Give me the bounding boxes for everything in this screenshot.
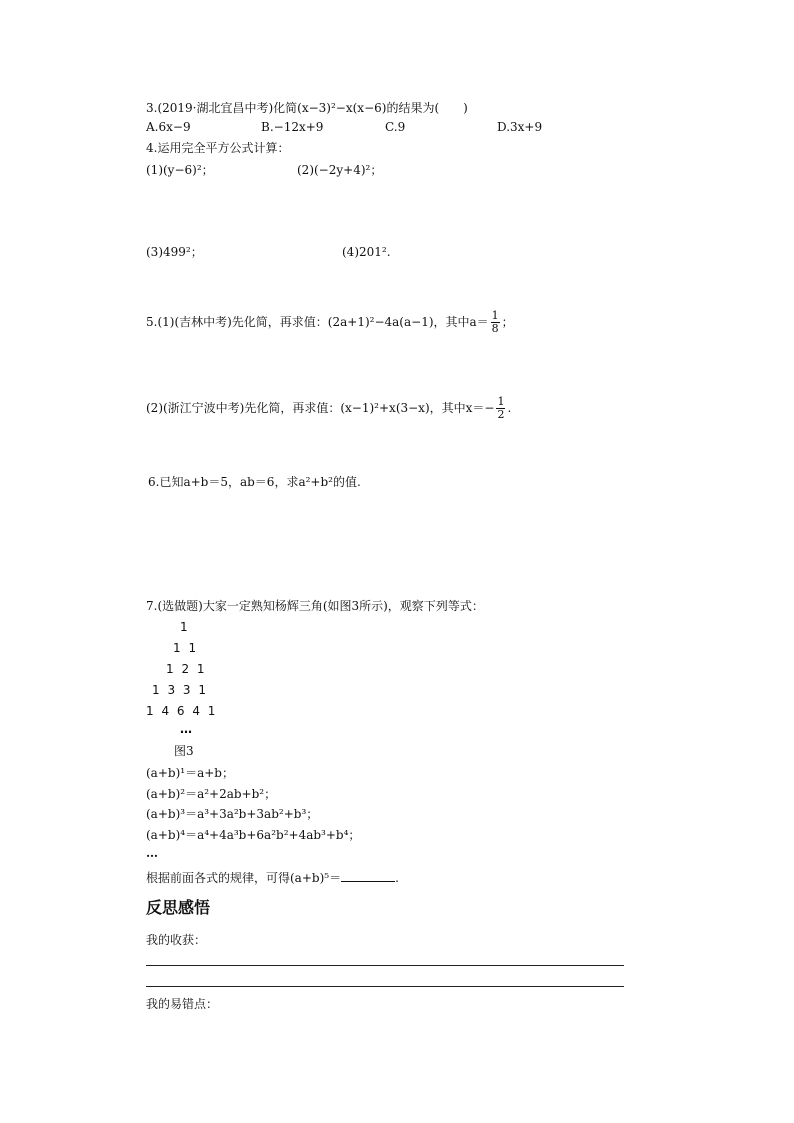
q7-equation-1: (a+b)¹＝a+b； <box>146 766 234 780</box>
gains-writing-line-2 <box>146 986 624 987</box>
q7-equation-dots: … <box>146 846 158 860</box>
reflection-heading: 反思感悟 <box>146 898 211 917</box>
q3-stem: 3.(2019·湖北宜昌中考)化简(x−3)²−x(x−6)的结果为( ) <box>146 101 468 115</box>
q5-part-1-text: 5.(1)(吉林中考)先化简，再求值：(2a+1)²−4a(a−1)，其中a＝ <box>146 315 489 329</box>
q4-stem: 4.运用完全平方公式计算： <box>146 141 290 155</box>
q3-option-c: C.9 <box>385 120 406 134</box>
q5-part-2-fraction <box>496 396 505 421</box>
q5-part-1-end: ； <box>501 315 514 329</box>
q3-option-b: B.−12x+9 <box>261 120 324 134</box>
q5-part-2-end: . <box>507 401 512 415</box>
q7-stem: 7.(选做题)大家一定熟知杨辉三角(如图3所示)，观察下列等式： <box>146 599 484 613</box>
fraction-denominator: 2 <box>497 408 505 421</box>
q7-conclusion-text: 根据前面各式的规律，可得(a+b)⁵＝ <box>146 871 342 885</box>
q4-part-3: (3)499²； <box>146 245 203 259</box>
q7-equation-4: (a+b)⁴＝a⁴+4a³b+6a²b²+4ab³+b⁴； <box>146 828 361 842</box>
q4-part-4: (4)201². <box>342 245 391 259</box>
figure-label: 图3 <box>174 744 194 758</box>
q4-part-2: (2)(−2y+4)²； <box>297 163 383 177</box>
q5-part-2-text: (2)(浙江宁波中考)先化简，再求值：(x−1)²+x(3−x)，其中x＝− <box>146 401 495 415</box>
fraction-denominator: 8 <box>491 322 499 335</box>
reflection-gains-label: 我的收获： <box>146 933 207 947</box>
fraction-numerator: 1 <box>497 395 505 408</box>
reflection-mistakes-label: 我的易错点： <box>146 997 219 1011</box>
q7-conclusion-end: . <box>395 871 399 885</box>
triangle-row-2: 1 1 <box>173 641 197 655</box>
triangle-row-5: 1 4 6 4 1 <box>146 704 216 718</box>
q5-part-1-fraction <box>491 310 500 335</box>
triangle-dots: … <box>180 722 192 736</box>
q3-option-d: D.3x+9 <box>497 120 543 134</box>
q6-stem: 6.已知a+b＝5，ab＝6，求a²+b²的值. <box>148 475 361 489</box>
gains-writing-line-1 <box>146 965 624 966</box>
triangle-row-3: 1 2 1 <box>166 662 205 676</box>
q3-option-a: A.6x−9 <box>146 120 191 134</box>
q5-part-1 <box>146 310 514 335</box>
fraction-numerator: 1 <box>491 309 499 322</box>
triangle-row-4: 1 3 3 1 <box>152 683 206 697</box>
q5-part-2 <box>146 396 511 421</box>
q4-part-1: (1)(y−6)²； <box>146 163 214 177</box>
q7-equation-3: (a+b)³＝a³+3a²b+3ab²+b³； <box>146 807 319 821</box>
triangle-row-1: 1 <box>180 620 188 634</box>
q7-equation-2: (a+b)²＝a²+2ab+b²； <box>146 787 277 801</box>
q7-conclusion <box>146 869 399 886</box>
answer-blank <box>341 869 395 882</box>
